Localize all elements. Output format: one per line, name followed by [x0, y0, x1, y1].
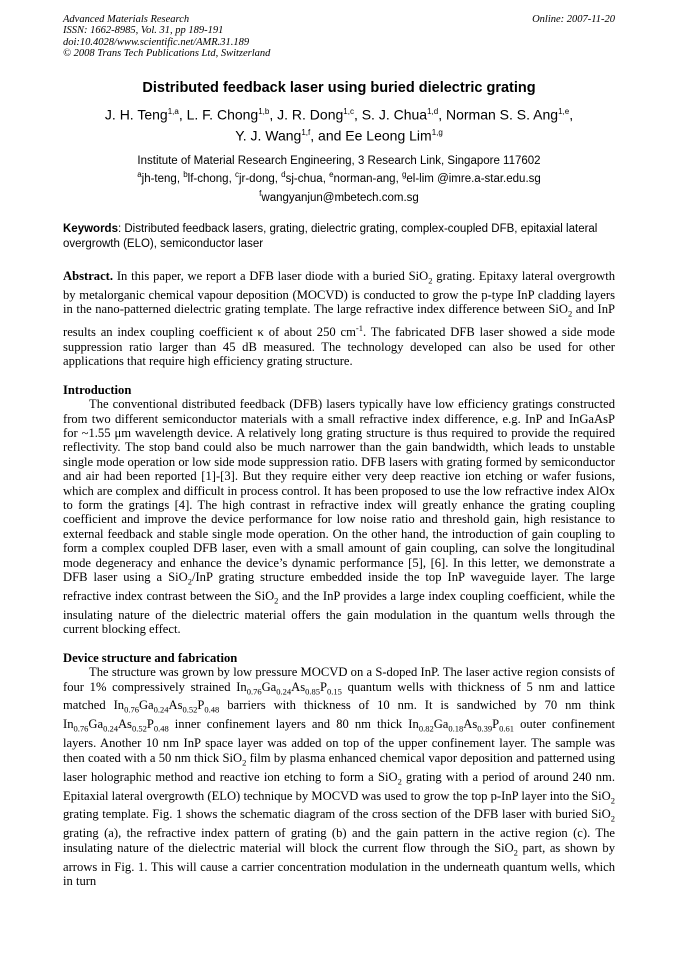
- device-paragraph: The structure was grown by low pressure MOCVD on a S-doped InP. The laser active region consists of four 1% compressively strained $In_{0.76}Ga_{0.24}As_{0.85}P_{0.15}$ quantum wells with thickness of 5 nm and lattice matched $In_{0.76}Ga_{0.24}As_{0.52}P_{0.48}$ barriers with thickness of 10 nm. It is sandwiched by 70 nm think $In_{0.76}Ga_{0.24}As_{0.52}P_{0.48}$ inner confinement layers and 80 nm thick $In_{0.82}Ga_{0.18}As_{0.39}P_{0.61}$ outer confinement layers. Another 10 nm InP space layer was added on top of the upper confinement layer. The sample was then coated with a 50 nm thick SiO$_2$ film by plasma enhanced chemical vapor deposition and patterned using laser holographic method and reactive ion etching to form a SiO$_2$ grating with a period of around 240 nm. Epitaxial lateral overgrowth (ELO) technique by MOCVD was used to grow the top p-InP layer into the SiO$_2$ grating template. Fig. 1 shows the schematic diagram of the cross section of the DFB laser with buried SiO$_2$ grating (a), the refractive index pattern of grating (b) and the gain pattern in the active region (c). The insulating nature of the dielectric material will block the current flow through the SiO$_2$ part, as shown by arrows in Fig. 1. This will cause a carrier concentration modulation in the underneath quantum wells, which in turn: [63, 665, 616, 889]
- author-affil-mark: 1,a: [167, 106, 179, 116]
- keywords-text: : Distributed feedback lasers, grating, dielectric grating, complex-coupled DFB, epitaxial lateral overgrowth (ELO), semiconductor laser: [63, 223, 598, 250]
- email-secondary: $^f$wangyanjun@mbetech.com.sg: [259, 188, 419, 204]
- email-list: $^a$jh-teng, $^b$lf-chong, $^c$jr-dong, $^d$sj-chua, $^e$norman-ang, $^g$el-lim @imre.a-star.edu.sg: [137, 170, 541, 186]
- keywords-label: Keywords: [63, 223, 118, 236]
- author-affil-mark: 1,e: [558, 106, 570, 116]
- author-list: J. H. Teng$^{1,a}$, L. F. Chong$^{1,b}$, J. R. Dong$^{1,c}$, S. J. Chua$^{1,d}$, Norman S. S. Ang$^{1,e}$, Y. J. Wang$^{1,f}$, and Ee Leong Lim$^{1,g}$: [104, 106, 574, 144]
- section-heading-device: Device structure and fabrication: [63, 650, 238, 665]
- author-name: Ee Leong Lim: [345, 127, 432, 144]
- running-header: [63, 14, 615, 60]
- author-name: L. F. Chong: [186, 106, 259, 123]
- online-date: Online: 2007-11-20: [532, 14, 615, 25]
- copyright-line: © 2008 Trans Tech Publications Ltd, Switzerland: [63, 48, 271, 60]
- section-heading-introduction: Introduction: [63, 382, 132, 397]
- abstract-label: Abstract.: [63, 269, 114, 284]
- author-affil-mark: 1,d: [427, 106, 439, 116]
- author-affil-mark: 1,g: [431, 127, 443, 137]
- paper-title: Distributed feedback laser using buried dielectric grating: [142, 79, 536, 96]
- author-affil-mark: 1,c: [343, 106, 354, 116]
- author-name: S. J. Chua: [361, 106, 428, 123]
- author-and: and: [318, 127, 342, 144]
- introduction-paragraph: The conventional distributed feedback (DFB) lasers typically have low efficiency gratings constructed from two different semiconductor materials with a small refractive index difference, e.g. InP and InGaAsP for ~1.55 μm wavelength device. A relatively long grating structure is thus required to provide the required reflectivity. The stop band could also be much narrower than the gain bandwidth, which leads to unstable single mode operation or low side mode suppression ratio. DFB lasers with grating formed by semiconductor and air had been reported [1]-[3]. But they require either very deep reactive ion etching or wafer fusions, which are complex and difficult in process control. It has been proposed to use the low refractive index AlOx to form the gratings [4]. The high contrast in refractive index will greatly enhance the grating coupling coefficient and improve the device performance for low noise ratio and threshold gain, high resistance to external feedback and stable single mode operation. On the other hand, the introduction of gain coupling to form a complex coupled DFB laser, even with a small amount of gain coupling, can solve the longitudinal mode degeneracy and enhance the device’s dynamic performance [5], [6]. In this letter, we demonstrate a DFB laser using a SiO$_2$/InP grating structure embedded inside the top InP waveguide layer. The large refractive index contrast between the SiO$_2$ and the InP provides a large index coupling coefficient, while the insulating nature of the dielectric material offers the gain modulation in the quantum wells through the current blocking effect.: [63, 397, 616, 637]
- author-name: J. R. Dong: [277, 106, 344, 123]
- issn-line: ISSN: 1662-8985, Vol. 31, pp 189-191: [63, 25, 224, 37]
- journal-name: Advanced Materials Research: [63, 14, 190, 25]
- author-name: Norman S. S. Ang: [446, 106, 559, 123]
- author-affil-mark: 1,b: [258, 106, 270, 116]
- author-name: Y. J. Wang: [235, 127, 302, 144]
- abstract: Abstract. In this paper, we report a DFB laser diode with a buried SiO$_2$ grating. Epitaxy lateral overgrowth by metalorganic chemical vapour deposition (MOCVD) is conducted to grow the p-type InP cladding layers in the nano-patterned dielectric grating template. The large refractive index difference between SiO$_2$ and InP results an index coupling coefficient κ of about 250 $cm^{-1}$. The fabricated DFB laser showed a side mode suppression ratio larger than 45 dB measured. The technology developed can also be used for other applications that require high efficiency grating structure.: [63, 269, 615, 369]
- doi-line: doi:10.4028/www.scientific.net/AMR.31.189: [63, 36, 250, 48]
- paper-page: [63, 14, 615, 889]
- affiliation-block: [63, 154, 615, 205]
- institute-address: Institute of Material Research Engineering, 3 Research Link, Singapore 117602: [137, 154, 541, 167]
- keywords: [63, 222, 615, 251]
- author-affil-mark: 1,f: [301, 127, 311, 137]
- author-name: J. H. Teng: [104, 106, 168, 123]
